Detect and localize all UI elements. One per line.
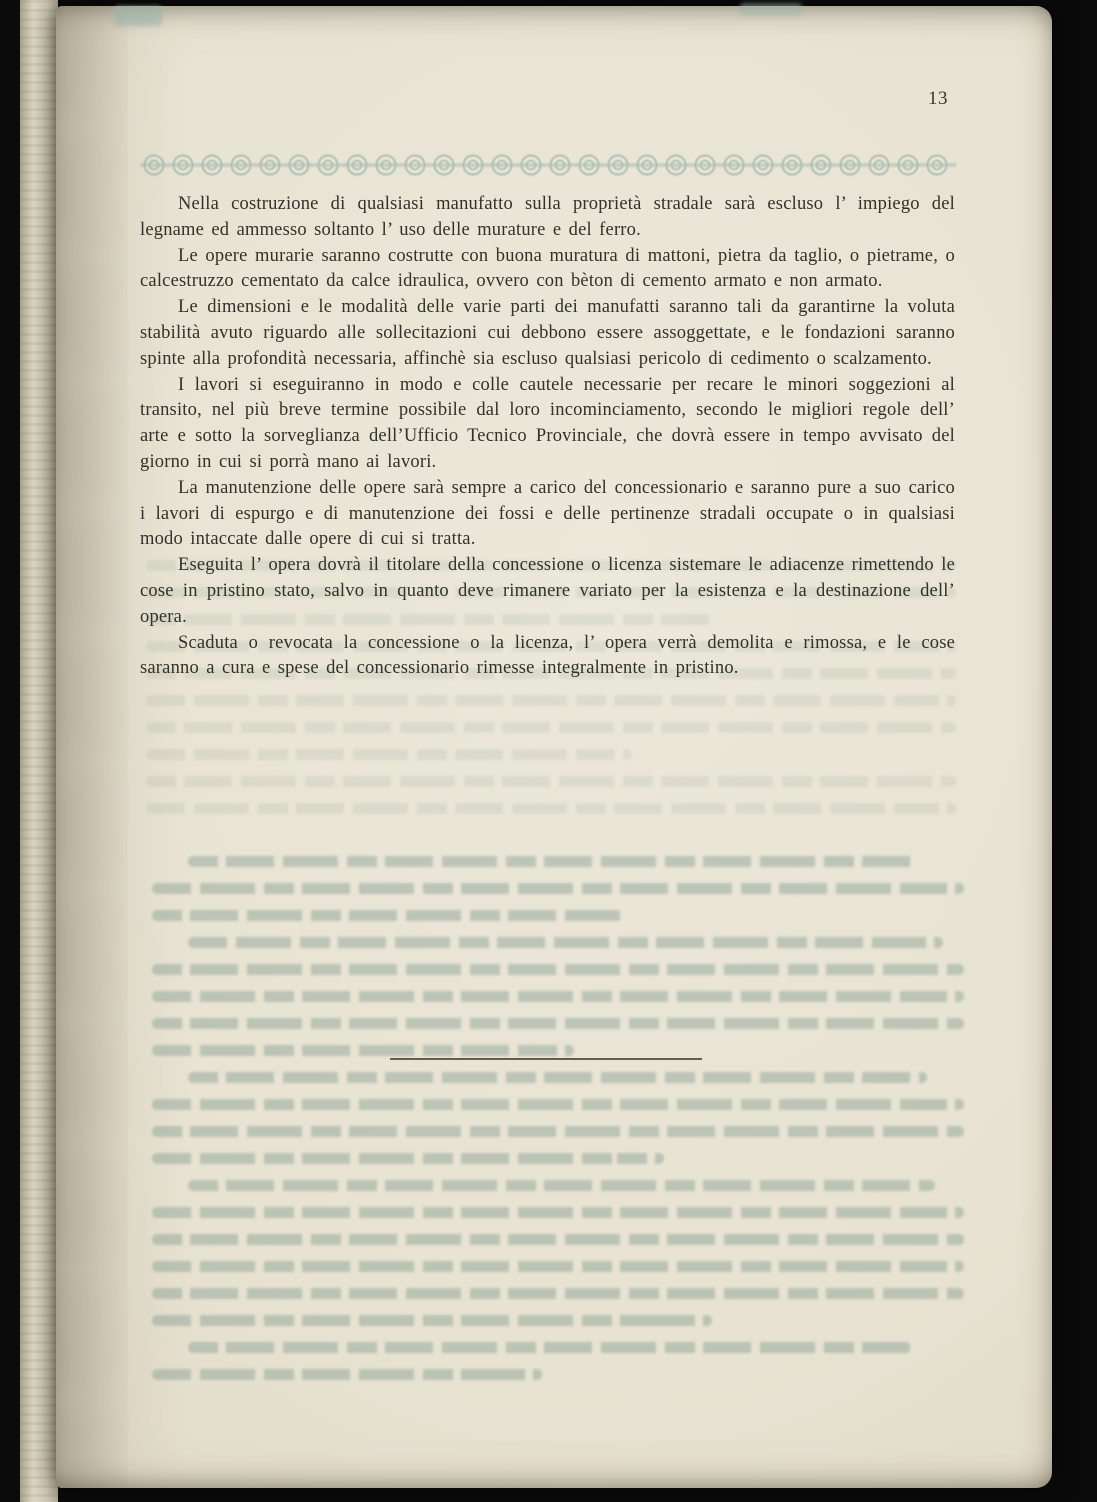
paragraph: La manutenzione delle opere sarà sempre a carico del concessionario e saranno pure a suo carico i lavori di espurgo e di manutenzione dei fossi e delle pertinenze stradali occupate o in qualsiasi modo intaccate dalle opere di cui si tratta. bbox=[140, 477, 955, 550]
bleed-through-line bbox=[152, 1315, 712, 1326]
ink-smudge bbox=[740, 3, 802, 16]
paragraph: Le opere murarie saranno costrutte con buona muratura di mattoni, pietra da taglio, o pietrame, o calcestruzzo cementato da calce idraulica, ovvero con bèton di cemento armato e non armato. bbox=[140, 245, 955, 292]
bleed-through-line bbox=[146, 722, 956, 733]
bleed-through-line bbox=[152, 910, 623, 921]
bleed-through-line bbox=[152, 1018, 964, 1029]
paragraph: Nella costruzione di qualsiasi manufatto sulla proprietà stradale sarà escluso l’ impiego del legname ed ammesso soltanto l’ uso delle murature e del ferro. bbox=[140, 194, 955, 240]
bleed-through-line bbox=[146, 695, 956, 706]
ornamental-border bbox=[140, 150, 956, 180]
bleed-through-line bbox=[152, 1207, 964, 1218]
bleed-through-line bbox=[152, 1045, 574, 1056]
ink-smudge bbox=[114, 6, 162, 26]
paragraph: I lavori si eseguiranno in modo e colle cautele necessarie per recare le minori soggezioni al transito, nel più breve termine possibile dal loro incominciamento, secondo le migliori regole dell’ arte e sotto la sorveglianza dell’Ufficio Tecnico Provinciale, che dovrà essere in tempo avvisato del giorno in cui si porrà mano ai lavori. bbox=[140, 374, 955, 472]
page-content bbox=[140, 192, 955, 682]
bleed-through-line bbox=[188, 937, 943, 948]
paragraph: Le dimensioni e le modalità delle varie parti dei manufatti saranno tali da garantirne la voluta stabilità avuto riguardo alle sollecitazioni cui debbono essere assoggettate, e le fondazioni saranno spinte alla profondità necessaria, affinchè sia escluso qualsiasi pericolo di cedimento o scalzamento. bbox=[140, 297, 955, 369]
bleed-through-line bbox=[188, 856, 919, 867]
bleed-through-line bbox=[146, 803, 956, 814]
bleed-through-line bbox=[146, 749, 632, 760]
paragraph: Scaduta o revocata la concessione o la licenza, l’ opera verrà demolita e rimossa, e le cose saranno a cura e spese del concessionario rimesse integralmente in pristino. bbox=[140, 632, 955, 679]
paragraph: Eseguita l’ opera dovrà il titolare della concessione o licenza sistemare le adiacenze rimettendo le cose in pristino stato, salvo in quanto deve rimanere variato per la esistenza e la destinazione dell’ opera. bbox=[140, 555, 955, 627]
bleed-through-line bbox=[152, 1261, 964, 1272]
bleed-through-line bbox=[152, 1126, 964, 1137]
book-left-edge bbox=[20, 0, 58, 1502]
bleed-through-line bbox=[152, 1099, 964, 1110]
bleed-through-line bbox=[152, 964, 964, 975]
bleed-through-line bbox=[188, 1072, 927, 1083]
bleed-through-line bbox=[152, 1234, 964, 1245]
page-number: 13 bbox=[928, 88, 948, 109]
bleed-through-line bbox=[188, 1342, 911, 1353]
page bbox=[56, 6, 1052, 1488]
section-divider bbox=[390, 1058, 702, 1060]
bleed-through-line bbox=[146, 776, 956, 787]
bleed-through-line bbox=[152, 991, 964, 1002]
bleed-through-line bbox=[152, 1369, 542, 1380]
bleed-through-text bbox=[152, 856, 964, 1396]
bleed-through-line bbox=[152, 1288, 964, 1299]
bleed-through-line bbox=[152, 883, 964, 894]
bleed-through-line bbox=[188, 1180, 935, 1191]
bleed-through-line bbox=[152, 1153, 664, 1164]
